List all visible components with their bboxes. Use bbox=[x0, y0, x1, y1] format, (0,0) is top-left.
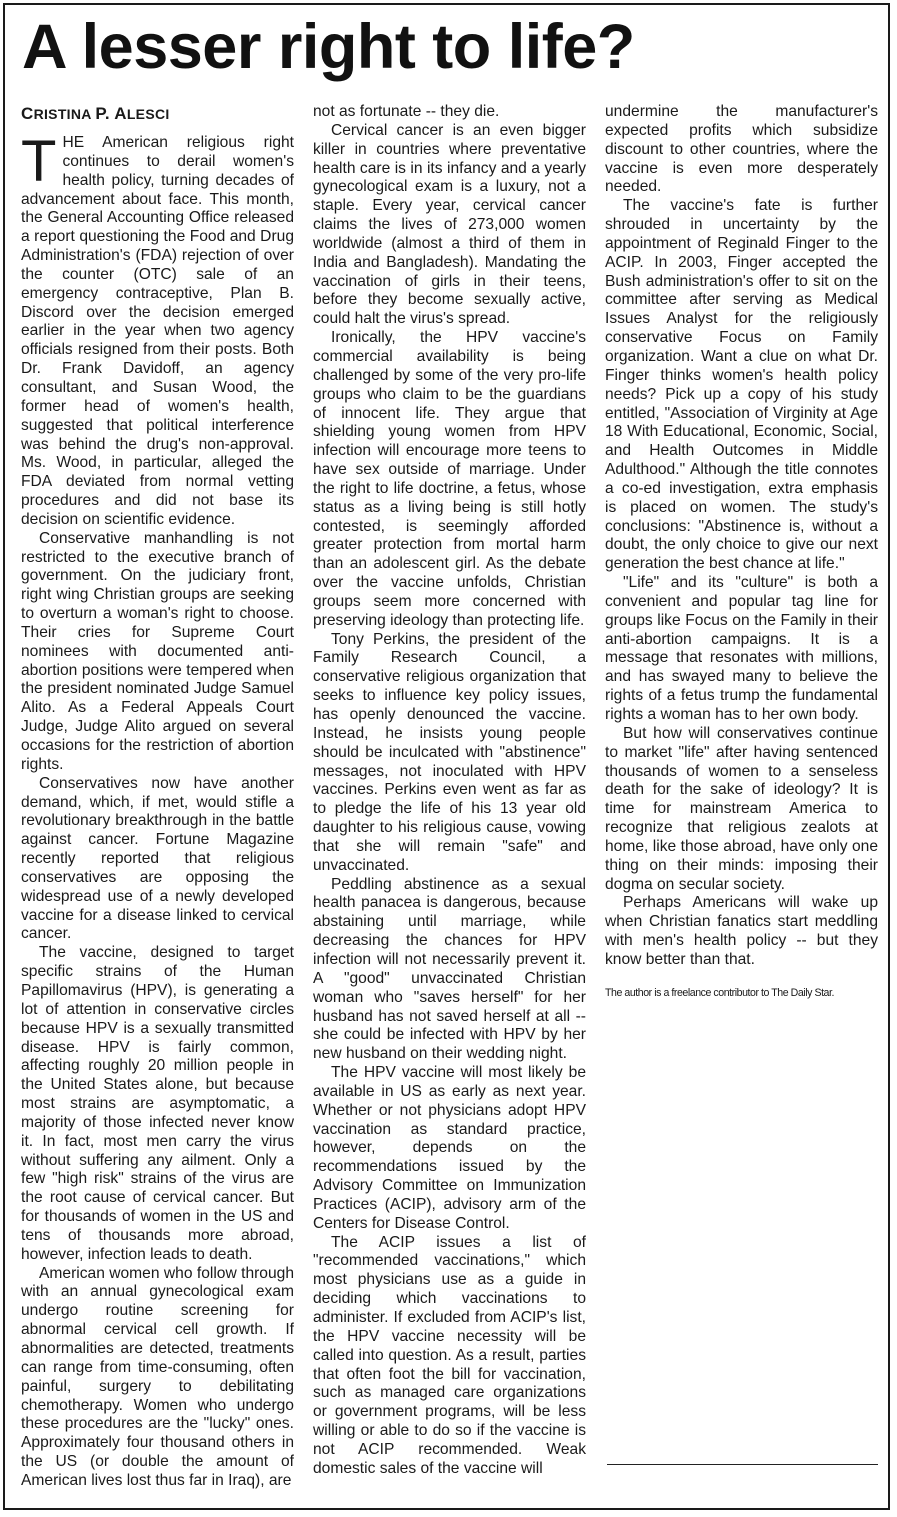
article-paragraph: Ironically, the HPV vaccine's commercial availability is being challenged by some of the very pro-life groups who claim to be the guardians of innocent life. They argue that shielding young women from HPV infection will encourage more teens to have sex outside of marriage. Under the right to life doctrine, a fetus, whose status as a living being is still hotly contested, is seemingly afforded greater protection from mortal harm than an adolescent girl. As the debate over the vaccine unfolds, Christian groups seem more concerned with preserving ideology than protecting life. bbox=[313, 329, 586, 629]
article-paragraph: THE American religious right continues to derail women's health policy, turning decades of advancement about face. This month, the General Accounting Office released a report questioning the Food and Drug Administration's (FDA) rejection of over the counter (OTC) sale of an emergency contraceptive, Plan B. Discord over the decision emerged earlier in the year when two agency officials resigned from their posts. Both Dr. Frank Davidoff, an agency consultant, and Susan Wood, the former head of women's health, suggested that political interference was behind the drug's non-approval. Ms. Wood, in particular, alleged the FDA deviated from normal vetting procedures and did not base its decision on scientific evidence. bbox=[21, 129, 294, 528]
article-paragraph: The ACIP issues a list of "recommended vaccinations," which most physicians use as a guide in deciding which vaccinations to administer. If excluded from ACIP's list, the HPV vaccine necessity will be called into question. As a result, parties that often foot the bill for vaccination, such as managed care organizations or government programs, will be less willing or able to do so if the vaccine is not ACIP recommended. Weak domestic sales of the vaccine will bbox=[313, 1233, 586, 1477]
article-paragraph: Peddling abstinence as a sexual health panacea is dangerous, because abstaining until marriage, while decreasing the chances for HPV infection will not necessarily prevent it. A "good" unvaccinated Christian woman who "saves herself" for her husband has not saved herself at all -- she could be infected with HPV by her new husband on their wedding night. bbox=[313, 875, 586, 1063]
end-rule bbox=[607, 1464, 878, 1465]
article-paragraph: The vaccine, designed to target specific strains of the Human Papillomavirus (HPV), is generating a lot of attention in conservative circles because HPV is a sexually transmitted disease. HPV is fairly common, affecting roughly 20 million people in the United States alone, but because most strains are asymptomatic, a majority of those infected never know it. In fact, most men carry the virus without suffering any ailment. Only a few "high risk" strains of the virus are the root cause of cervical cancer. But for thousands of women in the US and tens of thousands more abroad, however, infection leads to death. bbox=[21, 944, 294, 1263]
article-paragraph: Tony Perkins, the president of the Family Research Council, a conservative religious organization that seeks to influence key policy issues, has openly denounced the vaccine. Instead, he insists young people should be inculcated with "abstinence" messages, not inoculated with HPV vaccines. Perkins even went as far as to pledge the life of his 13 year old daughter to his religious cause, vowing that she will remain "safe" and unvaccinated. bbox=[313, 630, 586, 874]
headline: A lesser right to life? bbox=[22, 12, 635, 82]
author-credit: The author is a freelance contributor to The Daily Star. bbox=[605, 986, 834, 999]
drop-cap: T bbox=[21, 129, 57, 194]
article-paragraph: Conservative manhandling is not restricted to the executive branch of government. On the judiciary front, right wing Christian groups are seeking to overturn a woman's right to choose. Their cries for Supreme Court nominees with documented anti-abortion positions were tempered when the president nominated Judge Samuel Alito. As a Federal Appeals Court Judge, Judge Alito argued on several occasions for the restriction of abortion rights. bbox=[21, 529, 294, 773]
column-1 bbox=[21, 103, 294, 1491]
byline: CRISTINA P. ALESCI bbox=[21, 104, 170, 123]
article-paragraph: The HPV vaccine will most likely be available in US as early as next year. Whether or not physicians adopt HPV vaccination as standard practice, however, depends on the recommendations issued by the Advisory Committee on Immunization Practices (ACIP), advisory arm of the Centers for Disease Control. bbox=[313, 1064, 586, 1232]
article-paragraph: "Life" and its "culture" is both a convenient and popular tag line for groups like Focus on the Family in their anti-abortion campaigns. It is a message that resonates with millions, and has swayed many to believe the rights of a fetus trump the fundamental rights a woman has to her own body. bbox=[605, 574, 878, 723]
article-paragraph: But how will conservatives continue to market "life" after having sentenced thousands of women to a senseless death for the sake of ideology? It is time for mainstream America to recognize that religious zealots at home, like those abroad, have only one thing on their minds: imposing their dogma on secular society. bbox=[605, 724, 878, 893]
article-paragraph: Perhaps Americans will wake up when Christian fanatics start meddling with men's health policy -- but they know better than that. bbox=[605, 894, 878, 968]
article-paragraph: not as fortunate -- they die. bbox=[313, 103, 500, 120]
article-paragraph: American women who follow through with an annual gynecological exam undergo routine screening for abnormal cervical cell growth. If abnormalities are detected, treatments can range from time-consuming, often painful, surgery to debilitating chemotherapy. Women who undergo these procedures are the "lucky" ones. Approximately four thousand others in the US (or double the amount of American lives lost thus far in Iraq), are bbox=[21, 1264, 294, 1489]
column-3 bbox=[605, 103, 878, 1000]
article-paragraph: undermine the manufacturer's expected profits which subsidize discount to other countries, where the vaccine is even more desperately needed. bbox=[605, 103, 878, 196]
column-2 bbox=[313, 103, 586, 1479]
article-paragraph: Conservatives now have another demand, which, if met, would stifle a revolutionary breakthrough in the battle against cancer. Fortune Magazine recently reported that religious conservatives are opposing the widespread use of a newly developed vaccine for a disease linked to cervical cancer. bbox=[21, 774, 294, 943]
article-paragraph: The vaccine's fate is further shrouded in uncertainty by the appointment of Reginald Finger to the ACIP. In 2003, Finger accepted the Bush administration's offer to sit on the committee after serving as Medical Issues Analyst for the religiously conservative Focus on Family organization. Want a clue on what Dr. Finger thinks women's health policy needs? Pick up a copy of his study entitled, "Association of Virginity at Age 18 With Educational, Economic, Social, and Health Outcomes in Middle Adulthood." Although the title connotes a co-ed investigation, extra emphasis is placed on women. The study's conclusions: "Abstinence is, without a doubt, the only choice to give our next generation the best chance at life." bbox=[605, 197, 878, 573]
article-paragraph: Cervical cancer is an even bigger killer in countries where preventative health care is in its infancy and a yearly gynecological exam is a luxury, not a staple. Every year, cervical cancer claims the lives of 273,000 women worldwide (almost a third of them in India and Bangladesh). Mandating the vaccination of girls in their teens, before they become sexually active, could halt the virus's spread. bbox=[313, 121, 586, 328]
